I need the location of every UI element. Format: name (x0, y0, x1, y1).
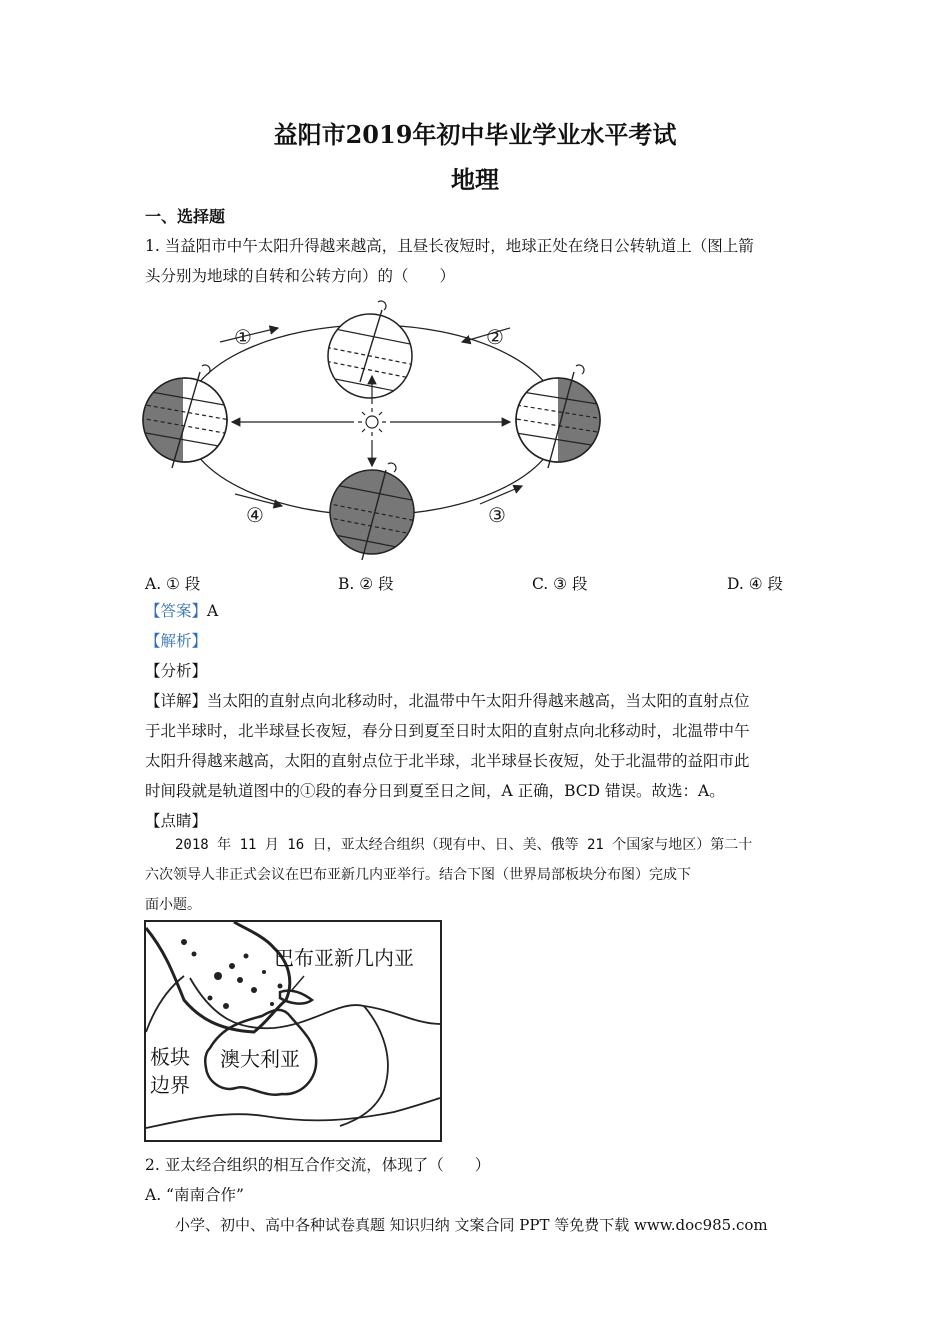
sun-icon (358, 408, 386, 436)
passage-line-2: 六次领导人非正式会议在巴布亚新几内亚举行。结合下图（世界局部板块分布图）完成下 (145, 867, 691, 883)
orbit-diagram (110, 290, 630, 570)
page-title: 益阳市2019年初中毕业学业水平考试 (273, 120, 677, 149)
dianjing-tag: 【点睛】 (145, 812, 208, 830)
analysis-tag: 【解析】 (145, 632, 208, 650)
answer-value: A (207, 602, 219, 620)
detail-line-1: 【详解】当太阳的直射点向北移动时，北温带中午太阳升得越来越高，当太阳的直射点位 (145, 692, 750, 710)
detail-line-3: 太阳升得越来越高，太阳的直射点位于北半球，北半球昼长夜短，处于北温带的益阳市此 (145, 752, 750, 770)
page-subtitle: 地理 (451, 165, 499, 194)
q2-option-a[interactable]: A. “南南合作” (145, 1186, 244, 1204)
segment-label-1: ① (234, 325, 252, 349)
earth-left (140, 365, 230, 468)
q2-stem: 2. 亚太经合组织的相互合作交流，体现了（ ） (145, 1156, 491, 1174)
earth-top (320, 301, 420, 398)
answer-tag: 【答案】 (145, 602, 208, 620)
q1-stem-line1: 1. 当益阳市中午太阳升得越来越高，且昼长夜短时，地球正处在绕日公转轨道上（图上箭 (145, 237, 754, 255)
segment-label-4: ④ (246, 503, 264, 527)
segment-label-3: ③ (488, 503, 506, 527)
map-label-boundary-1: 板块 (150, 1045, 190, 1069)
q1-option-c[interactable]: C. ③ 段 (532, 575, 588, 593)
passage-line-3: 面小题。 (145, 897, 201, 913)
passage-line-1: 2018 年 11 月 16 日，亚太经合组织（现有中、日、美、俄等 21 个国家与地区）第二十 (175, 837, 753, 853)
detail-line-2: 于北半球时，北半球昼长夜短，春分日到夏至日时太阳的直射点向北移动时，北温带中午 (145, 722, 750, 740)
segment-label-2: ② (486, 325, 504, 349)
page-footer: 小学、初中、高中各种试卷真题 知识归纳 文案合同 PPT 等免费下载 www.doc985.com (175, 1216, 768, 1234)
earth-bottom (320, 463, 422, 560)
q1-option-a[interactable]: A. ① 段 (145, 575, 201, 593)
answer-row (145, 596, 218, 626)
q1-stem-line2: 头分别为地球的自转和公转方向）的（ ） (145, 267, 456, 285)
q1-option-d[interactable]: D. ④ 段 (727, 575, 784, 593)
map-label-australia: 澳大利亚 (220, 1047, 300, 1071)
fenxi-tag: 【分析】 (145, 662, 208, 680)
detail-line-4: 时间段就是轨道图中的①段的春分日到夏至日之间，A 正确，BCD 错误。故选：A。 (145, 782, 725, 800)
map-label-png: 巴布亚新几内亚 (274, 946, 414, 970)
plate-map (144, 920, 442, 1142)
map-label-boundary-2: 边界 (150, 1073, 190, 1097)
q1-option-b[interactable]: B. ② 段 (338, 575, 394, 593)
section-heading: 一、选择题 (145, 207, 226, 226)
earth-right (510, 365, 610, 468)
